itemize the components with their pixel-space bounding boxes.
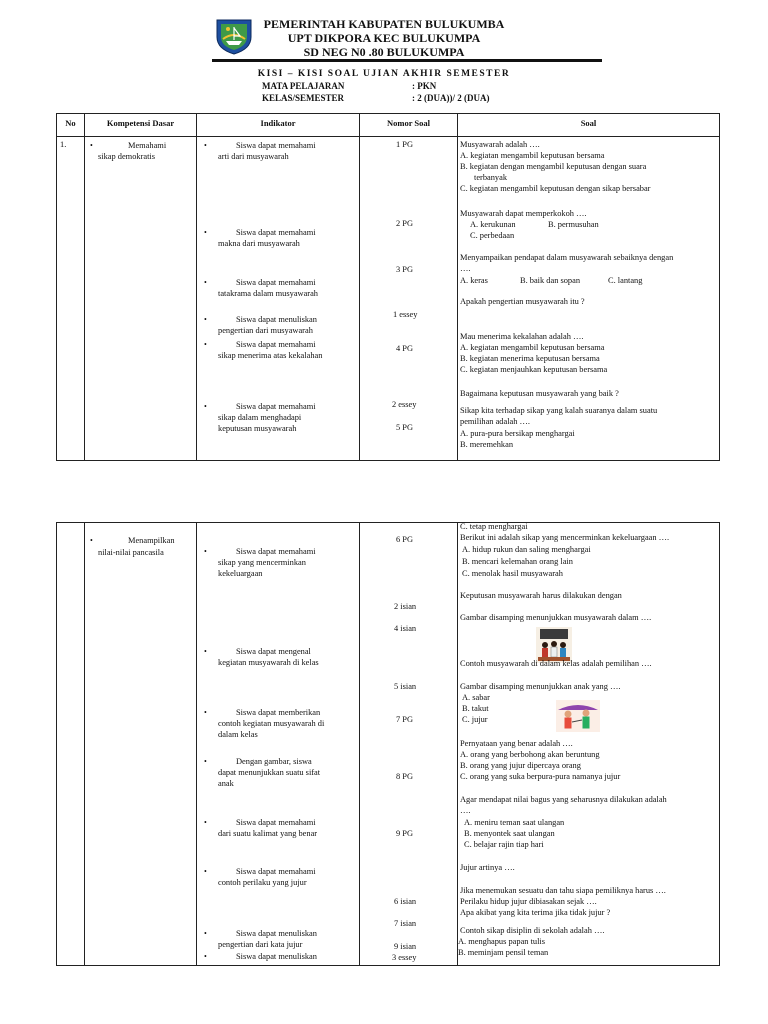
soal-text: A. keras [460, 276, 488, 285]
soal-text: Gambar disamping menunjukkan musyawarah dalam …. [460, 613, 652, 622]
soal-text: Sikap kita terhadap sikap yang kalah suaranya dalam suatu [460, 406, 658, 415]
indikator-text: contoh kegiatan musyawarah di [218, 719, 325, 728]
soal-text: C. tetap menghargai [460, 522, 528, 531]
soal-text: C. kegiatan mengambil keputusan dengan sikap bersabar [460, 184, 651, 193]
bullet: • [204, 867, 207, 876]
soal-text: Musyawarah adalah …. [460, 140, 540, 149]
indikator-text: sikap menerima atas kekalahan [218, 351, 323, 360]
nomor-soal: 5 PG [396, 423, 413, 432]
indikator-text: Siswa dapat mengenal [236, 647, 311, 656]
bullet: • [204, 708, 207, 717]
soal-text: Musyawarah dapat memperkokoh …. [460, 209, 587, 218]
kisi-table-page-2 [56, 522, 720, 966]
soal-text: C. kegiatan menjauhkan keputusan bersama [460, 365, 608, 374]
nomor-soal: 3 PG [396, 265, 413, 274]
nomor-soal: 6 PG [396, 535, 413, 544]
nomor-soal: 8 PG [396, 772, 413, 781]
kd-text: nilai-nilai pancasila [98, 548, 164, 557]
bullet: • [204, 952, 207, 961]
header-line-3: SD NEG N0 .80 BULUKUMPA [303, 45, 465, 59]
soal-text: B. menyontek saat ulangan [464, 829, 555, 838]
indikator-text: Siswa dapat memahami [236, 228, 316, 237]
indikator-text: Siswa dapat memahami [236, 340, 316, 349]
nomor-soal: 2 PG [396, 219, 413, 228]
soal-text: B. kegiatan menerima keputusan bersama [460, 354, 600, 363]
soal-text: B. permusuhan [548, 220, 599, 229]
soal-text: B. baik dan sopan [520, 276, 581, 285]
soal-text: C. orang yang suka berpura-pura namanya jujur [460, 772, 621, 781]
soal-text: Agar mendapat nilai bagus yang seharusnya dilakukan adalah [460, 795, 667, 804]
soal-text: A. orang yang berbohong akan beruntung [460, 750, 600, 759]
indikator-text: keputusan musyawarah [218, 424, 297, 433]
indikator-text: Siswa dapat memahami [236, 278, 316, 287]
document-title: KISI – KISI SOAL UJIAN AKHIR SEMESTER [257, 69, 511, 79]
bullet: • [204, 818, 207, 827]
soal-text: A. kegiatan mengambil keputusan bersama [460, 343, 605, 352]
soal-text: A. menghapus papan tulis [458, 937, 545, 946]
indikator-text: kekeluargaan [218, 569, 263, 578]
indikator-text: pengertian dari kata jujur [218, 940, 303, 949]
soal-text: B. orang yang jujur dipercaya orang [460, 761, 581, 770]
bullet: • [204, 402, 207, 411]
soal-text: Apakah pengertian musyawarah itu ? [460, 297, 585, 306]
indikator-text: Siswa dapat memberikan [236, 708, 321, 717]
header-line-2: UPT DIKPORA KEC BULUKUMPA [287, 31, 481, 45]
indikator-text: Siswa dapat memahami [236, 141, 316, 150]
bullet: • [204, 278, 207, 287]
soal-text: Pernyataan yang benar adalah …. [460, 739, 573, 748]
indikator-text: kegiatan musyawarah di kelas [218, 658, 319, 667]
kd-text: Menampilkan [128, 536, 175, 545]
soal-text: Gambar disamping menunjukkan anak yang …. [460, 682, 621, 691]
soal-text: A. meniru teman saat ulangan [464, 818, 565, 827]
soal-text: Contoh musyawarah di dalam kelas adalah pemilihan …. [460, 659, 652, 668]
soal-text: B. mencari kelemahan orang lain [462, 557, 573, 566]
classroom-meeting-picture [536, 627, 572, 663]
indikator-text: dalam kelas [218, 730, 258, 739]
row-number: 1. [60, 140, 67, 149]
nomor-soal: 1 essey [393, 310, 418, 319]
class-semester-label: KELAS/SEMESTER [262, 93, 345, 103]
soal-text: B. takut [462, 704, 489, 713]
indikator-text: Siswa dapat memahami [236, 867, 316, 876]
soal-text: …. [460, 264, 471, 273]
soal-text: B. meremehkan [460, 440, 514, 449]
soal-text: C. jujur [462, 715, 488, 724]
nomor-soal: 7 PG [396, 715, 413, 724]
bullet: • [90, 141, 93, 150]
bullet: • [204, 647, 207, 656]
soal-text: B. meminjam pensil teman [458, 948, 549, 957]
indikator-text: Siswa dapat menuliskan [236, 952, 317, 961]
bullet: • [204, 547, 207, 556]
indikator-text: makna dari musyawarah [218, 239, 300, 248]
children-picture [556, 700, 600, 732]
column-header-soal: Soal [580, 118, 597, 128]
bullet: • [204, 141, 207, 150]
nomor-soal: 5 isian [394, 682, 417, 691]
bullet: • [204, 315, 207, 324]
bullet: • [204, 340, 207, 349]
indikator-text: Siswa dapat memahami [236, 402, 316, 411]
indikator-text: sikap yang mencerminkan [218, 558, 306, 567]
soal-text: C. menolak hasil musyawarah [462, 569, 563, 578]
nomor-soal: 9 isian [394, 942, 417, 951]
soal-text: Perilaku hidup jujur dibiasakan sejak …. [460, 897, 597, 906]
column-header-nomor-soal: Nomor Soal [386, 118, 431, 128]
indikator-text: dapat menunjukkan suatu sifat [218, 768, 321, 777]
nomor-soal: 9 PG [396, 829, 413, 838]
soal-text: C. belajar rajin tiap hari [464, 840, 544, 849]
bullet: • [204, 929, 207, 938]
indikator-text: Siswa dapat memahami [236, 547, 316, 556]
soal-text: pemilihan adalah …. [460, 417, 531, 426]
nomor-soal: 3 essey [392, 953, 417, 962]
nomor-soal: 2 isian [394, 602, 417, 611]
column-header-kompetensi: Kompetensi Dasar [106, 118, 175, 128]
nomor-soal: 6 isian [394, 897, 417, 906]
class-semester-value: : 2 (DUA))/ 2 (DUA) [412, 93, 490, 103]
kd-text: sikap demokratis [98, 152, 155, 161]
soal-text: Contoh sikap disiplin di sekolah adalah …. [460, 926, 605, 935]
kd-text: Memahami [128, 141, 167, 150]
nomor-soal: 4 PG [396, 344, 413, 353]
indikator-text: arti dari musyawarah [218, 152, 289, 161]
soal-text: terbanyak [474, 173, 508, 182]
soal-text: C. perbedaan [470, 231, 515, 240]
header-line-1: PEMERINTAH KABUPATEN BULUKUMBA [263, 17, 505, 31]
subject-label: MATA PELAJARAN [262, 81, 345, 91]
soal-text: A. sabar [462, 693, 490, 702]
soal-text: Mau menerima kekalahan adalah …. [460, 332, 584, 341]
indikator-text: Siswa dapat menuliskan [236, 315, 317, 324]
soal-text: Bagaimana keputusan musyawarah yang baik ? [460, 389, 619, 398]
bullet: • [90, 536, 93, 545]
bullet: • [204, 757, 207, 766]
soal-text: Jika menemukan sesuatu dan tahu siapa pemiliknya harus …. [460, 886, 666, 895]
soal-text: A. pura-pura bersikap menghargai [460, 429, 575, 438]
soal-text: Jujur artinya …. [460, 863, 515, 872]
bullet: • [204, 228, 207, 237]
column-header-indikator: Indikator [260, 118, 296, 128]
subject-value: : PKN [412, 81, 437, 91]
soal-text: A. kegiatan mengambil keputusan bersama [460, 151, 605, 160]
soal-text: Keputusan musyawarah harus dilakukan dengan [460, 591, 622, 600]
nomor-soal: 7 isian [394, 919, 417, 928]
column-header-no: No [65, 118, 76, 128]
soal-text: Berikut ini adalah sikap yang mencerminkan kekeluargaan …. [460, 533, 670, 542]
soal-text: B. kegiatan dengan mengambil keputusan dengan suara [460, 162, 647, 171]
soal-text: Apa akibat yang kita terima jika tidak jujur ? [460, 908, 611, 917]
soal-text: A. hidup rukun dan saling menghargai [462, 545, 591, 554]
indikator-text: contoh perilaku yang jujur [218, 878, 307, 887]
indikator-text: Dengan gambar, siswa [236, 757, 312, 766]
indikator-text: dari suatu kalimat yang benar [218, 829, 318, 838]
indikator-text: Siswa dapat menuliskan [236, 929, 317, 938]
nomor-soal: 4 isian [394, 624, 417, 633]
nomor-soal: 2 essey [392, 400, 417, 409]
nomor-soal: 1 PG [396, 140, 413, 149]
soal-text: Menyampaikan pendapat dalam musyawarah sebaiknya dengan [460, 253, 674, 262]
indikator-text: anak [218, 779, 234, 788]
soal-text: C. lantang [608, 276, 643, 285]
indikator-text: tatakrama dalam musyawarah [218, 289, 318, 298]
soal-text: …. [460, 806, 471, 815]
indikator-text: Siswa dapat memahami [236, 818, 316, 827]
indikator-text: sikap dalam menghadapi [218, 413, 302, 422]
letterhead-rule [212, 59, 602, 62]
indikator-text: pengertian dari musyawarah [218, 326, 313, 335]
soal-text: A. kerukunan [470, 220, 516, 229]
